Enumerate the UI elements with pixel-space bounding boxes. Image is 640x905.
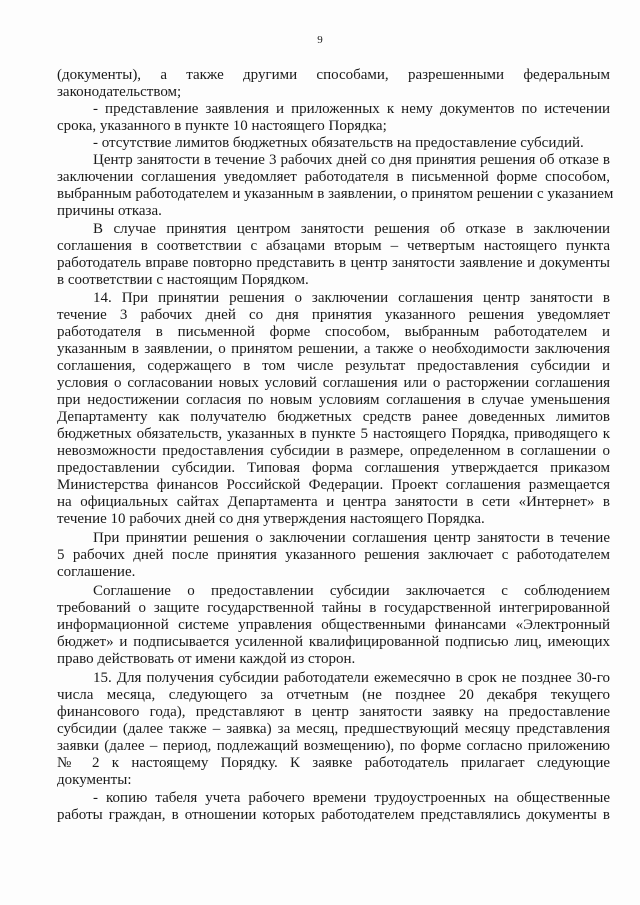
text-line: 15. Для получения субсидии работодатели ежемесячно в срок не позднее 30-го — [93, 670, 610, 686]
text-line: Департаменту как получателю бюджетных средств ранее доведенных лимитов — [57, 409, 610, 425]
text-line: право действовать от имени каждой из сторон. — [57, 651, 356, 667]
text-line: работы граждан, в отношении которых работодателем представлялись документы в — [57, 807, 610, 823]
text-line: работодателя в письменной форме способом, выбранным работодателем и — [57, 324, 610, 340]
text-line: предоставлении субсидии. Типовая форма соглашения утверждается приказом — [57, 460, 610, 476]
text-line: документы: — [57, 772, 132, 788]
text-line: соглашение. — [57, 564, 136, 580]
text-line: выбранным работодателем и указанным в заявлении, о принятом решении с указанием — [57, 186, 614, 202]
text-line: № 2 к настоящему Порядку. К заявке работодатель прилагает следующие — [57, 755, 610, 771]
text-line: информационной системе управления общественными финансами «Электронный — [57, 617, 610, 633]
text-line: соглашения, содержащего в том числе результат предоставления субсидии и — [57, 358, 610, 374]
page-number: 9 — [317, 34, 323, 46]
text-line: бюджет» и подписывается усиленной квалифицированной подписью лиц, имеющих — [57, 634, 610, 650]
text-line: законодательством; — [57, 84, 182, 100]
text-line: - копию табеля учета рабочего времени трудоустроенных на общественные — [93, 790, 610, 806]
text-line: соглашения в соответствии с абзацами вторым – четвертым настоящего пункта — [57, 238, 610, 254]
text-line: при недостижении согласия по новым условиям соглашения в случае уменьшения — [57, 392, 610, 408]
text-line: течение 3 рабочих дней со дня принятия указанного решения уведомляет — [57, 307, 610, 323]
text-line: субсидии (далее также – заявка) за месяц, предшествующий месяцу представления — [57, 721, 610, 737]
text-line: В случае принятия центром занятости решения об отказе в заключении — [93, 221, 610, 237]
text-line: бюджетных обязательств, указанных в пункте 5 настоящего Порядка, приводящего к — [57, 426, 610, 442]
text-line: 14. При принятии решения о заключении соглашения центр занятости в — [93, 290, 610, 306]
text-line: Соглашение о предоставлении субсидии заключается с соблюдением — [93, 583, 610, 599]
text-line: требований о защите государственной тайны в государственной интегрированной — [57, 600, 610, 616]
text-line: - отсутствие лимитов бюджетных обязательств на предоставление субсидий. — [93, 135, 584, 151]
text-line: - представление заявления и приложенных к нему документов по истечении — [93, 101, 610, 117]
text-line: 5 рабочих дней после принятия указанного решения заключает с работодателем — [57, 547, 610, 563]
text-line: срока, указанного в пункте 10 настоящего Порядка; — [57, 118, 387, 134]
text-line: числа месяца, следующего за отчетным (не позднее 20 декабря текущего — [57, 687, 610, 703]
text-line: невозможности предоставления субсидии в размере, определенном в соглашении о — [57, 443, 610, 459]
text-line: заявки (далее – период, подлежащий возмещению), по форме согласно приложению — [57, 738, 610, 754]
text-line: работодатель вправе повторно представить в центр занятости заявление и документы — [57, 255, 610, 271]
text-line: течение 10 рабочих дней со дня утверждения настоящего Порядка. — [57, 511, 485, 527]
text-line: (документы), а также другими способами, разрешенными федеральным — [57, 67, 610, 83]
text-line: При принятии решения о заключении соглашения центр занятости в течение — [93, 530, 610, 546]
text-line: финансового года), представляют в центр занятости заявку на предоставление — [57, 704, 610, 720]
text-line: в соответствии с настоящим Порядком. — [57, 272, 309, 288]
text-line: причины отказа. — [57, 203, 162, 219]
text-line: указанным в заявлении, о принятом решении, а также о необходимости заключения — [57, 341, 610, 357]
text-line: условия о согласовании новых условий соглашения или о расторжении соглашения — [57, 375, 610, 391]
text-line: Министерства финансов Российской Федерации. Проект соглашения размещается — [57, 477, 610, 493]
text-line: заключении соглашения уведомляет работодателя в письменной форме способом, — [57, 169, 610, 185]
text-line: на официальных сайтах Департамента и центра занятости в сети «Интернет» в — [57, 494, 610, 510]
text-line: Центр занятости в течение 3 рабочих дней со дня принятия решения об отказе в — [93, 152, 610, 168]
